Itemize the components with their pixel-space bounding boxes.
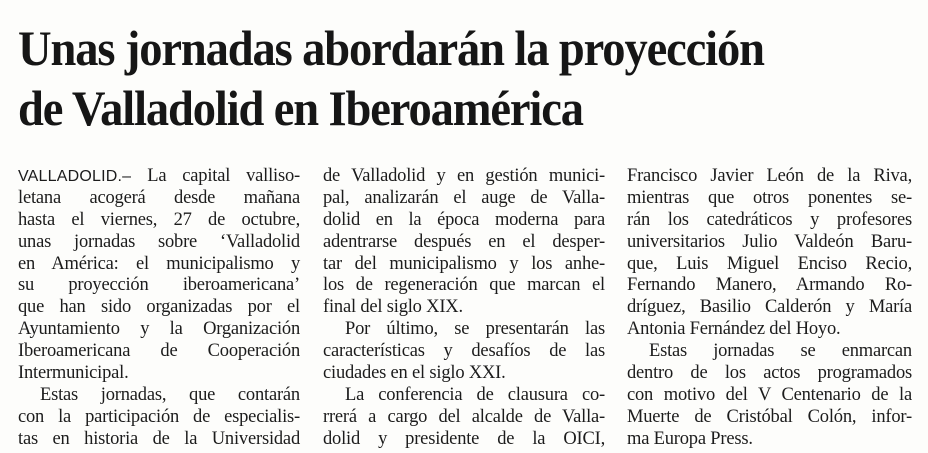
article-text-line: con la participación de especialis- xyxy=(18,406,300,427)
article-text-line: ciudades en el siglo XXI. xyxy=(323,363,506,384)
article-text-line: Iberoamericana de Cooperación xyxy=(18,341,300,362)
article-dateline: VALLADOLID.– xyxy=(18,168,132,185)
article-text-line: Antonia Fernández del Hoyo. xyxy=(627,319,841,340)
article-text-line: su proyección iberoamericana’ xyxy=(18,275,300,296)
article-text-line: letana acogerá desde mañana xyxy=(18,187,300,208)
article-text-line: dentro de los actos programados xyxy=(627,363,912,384)
article-headline xyxy=(18,18,855,138)
article-text-line: tas en historia de la Universidad xyxy=(18,428,300,449)
article-text-line: tar del municipalismo y los anhe- xyxy=(323,253,605,274)
article-text-line: dolid y presidente de la OICI, xyxy=(323,428,605,449)
article-text-line: Francisco Javier León de la Riva, xyxy=(627,166,912,186)
article-text-line xyxy=(18,166,300,188)
article-column-3 xyxy=(627,166,912,451)
article-text-line: mientras que otros ponentes se- xyxy=(627,187,912,208)
article-text-line: Por último, se presentarán las xyxy=(345,319,605,340)
article-text-line: en América: el municipalismo y xyxy=(18,253,300,274)
article-text-line: Estas jornadas, que contarán xyxy=(40,384,300,405)
article-text-line: ma Europa Press. xyxy=(627,428,753,449)
headline-line-1: Unas jornadas abordarán la proyección xyxy=(18,20,764,76)
article-text-fragment: La capital valliso- xyxy=(131,166,300,186)
article-text-line: que han sido organizadas por el xyxy=(18,297,300,318)
article-column-2 xyxy=(323,166,605,451)
article-text-line: rrerá a cargo del alcalde de Valla- xyxy=(323,406,605,427)
article-column-1 xyxy=(18,166,300,451)
article-text-line: de Valladolid y en gestión munici- xyxy=(323,166,605,186)
article-text-line: adentrarse después en el desper- xyxy=(323,231,605,252)
article-text-line: características y desafíos de las xyxy=(323,341,605,362)
article-text-line: pal, analizarán el auge de Valla- xyxy=(323,187,605,208)
article-text-line: rán los catedráticos y profesores xyxy=(627,209,912,230)
article-text-line: dolid en la época moderna para xyxy=(323,209,605,230)
article-text-line: unas jornadas sobre ‘Valladolid xyxy=(18,231,300,252)
article-text-line: hasta el viernes, 27 de octubre, xyxy=(18,209,300,230)
article-text-line: con motivo del V Centenario de la xyxy=(627,384,912,405)
article-text-line: Estas jornadas se enmarcan xyxy=(649,341,912,362)
article-text-line: los de regeneración que marcan el xyxy=(323,275,605,296)
article-text-line: Intermunicipal. xyxy=(18,363,129,384)
headline-line-2: de Valladolid en Iberoamérica xyxy=(18,80,583,136)
article-text-line: La conferencia de clausura co- xyxy=(345,384,605,405)
article-text-line: final del siglo XIX. xyxy=(323,297,463,318)
article-text-line: dríguez, Basilio Calderón y María xyxy=(627,297,912,318)
article-text-line: Ayuntamiento y la Organización xyxy=(18,319,300,340)
article-text-line: Fernando Manero, Armando Ro- xyxy=(627,275,912,296)
article-text-line: Muerte de Cristóbal Colón, infor- xyxy=(627,406,912,427)
article-text-line: universitarios Julio Valdeón Baru- xyxy=(627,231,912,252)
article-text-line: que, Luis Miguel Enciso Recio, xyxy=(627,253,912,274)
